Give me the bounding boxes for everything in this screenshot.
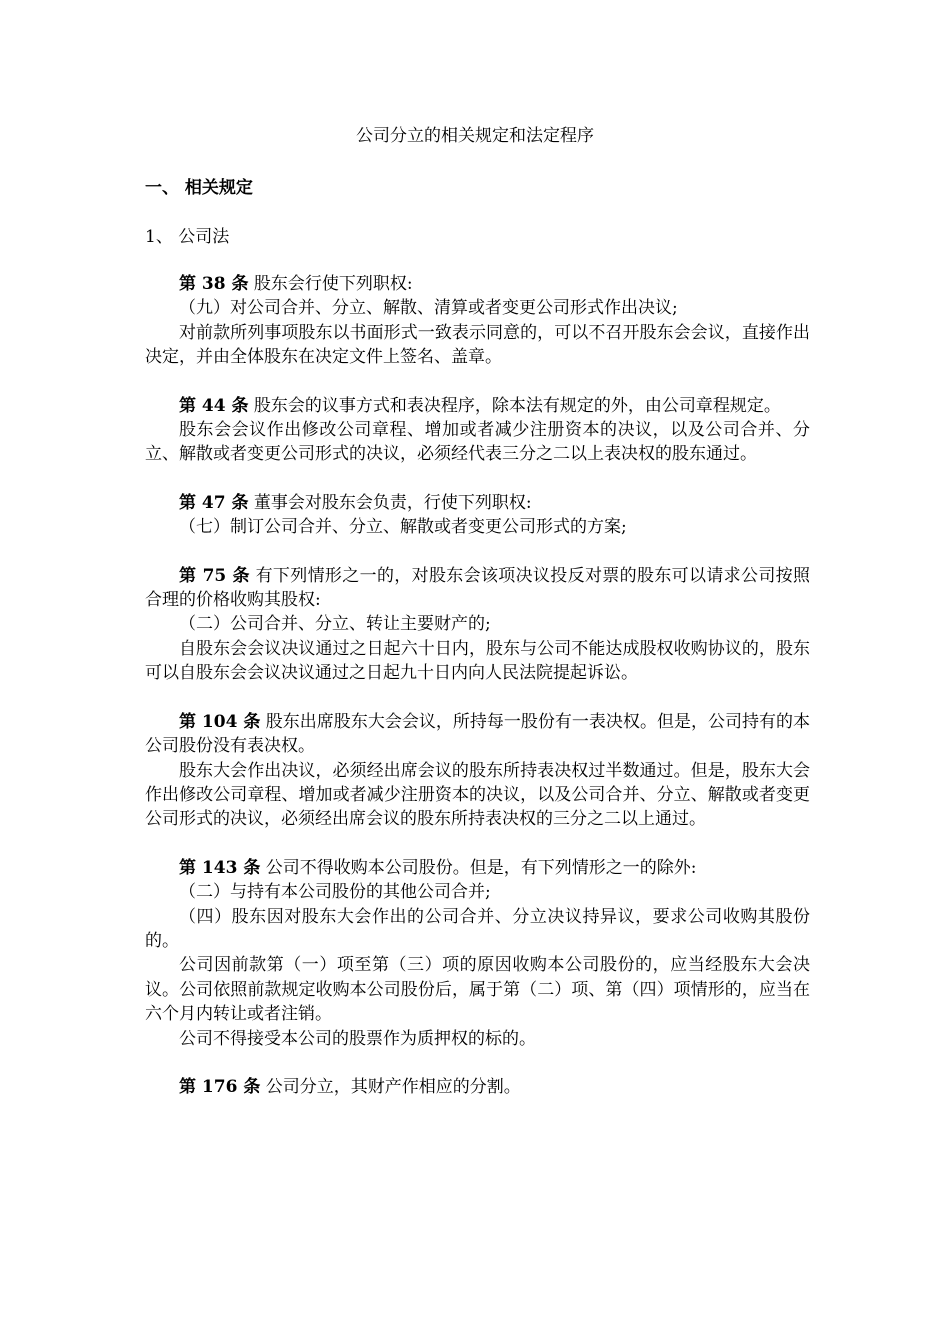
article-143 <box>145 856 810 1051</box>
article-text: 公司不得收购本公司股份。但是，有下列情形之一的除外: <box>265 857 697 878</box>
article-number: 第 38 条 <box>179 274 249 294</box>
document-body <box>145 272 810 1123</box>
article-number: 第 47 条 <box>179 492 249 513</box>
article-paragraph: 公司不得接受本公司的股票作为质押权的标的。 <box>179 1028 536 1049</box>
article-paragraph: 公司因前款第（一）项至第（三）项的原因收购本公司股份的，应当经股东大会决议。公司依照前款规定收购本公司股份后，属于第（二）项、第（四）项情形的，应当在六个月内转让或者注销。 <box>145 955 810 1025</box>
article-text: 有下列情形之一的，对股东会该项决议投反对票的股东可以请求公司按照合理的价格收购其股权: <box>145 565 811 611</box>
section-heading: 一、 相关规定 <box>145 178 253 198</box>
article-paragraph <box>145 1075 810 1099</box>
article-text: 公司分立，其财产作相应的分割。 <box>265 1076 521 1097</box>
article-paragraph <box>145 394 810 418</box>
article-75 <box>145 564 810 686</box>
article-paragraph: 对前款所列事项股东以书面形式一致表示同意的，可以不召开股东会会议，直接作出决定，并由全体股东在决定文件上签名、盖章。 <box>145 322 810 368</box>
article-text: 董事会对股东会负责，行使下列职权: <box>253 492 532 513</box>
article-number: 第 75 条 <box>179 565 250 586</box>
article-number: 第 44 条 <box>179 395 249 416</box>
article-paragraph: 股东会会议作出修改公司章程、增加或者减少注册资本的决议，以及公司合并、分立、解散或者变更公司形式的决议，必须经代表三分之二以上表决权的股东通过。 <box>145 420 810 465</box>
article-paragraph: 自股东会会议决议通过之日起六十日内，股东与公司不能达成股权收购协议的，股东可以自股东会会议决议通过之日起九十日内向人民法院提起诉讼。 <box>145 638 810 684</box>
article-paragraph: （四）股东因对股东大会作出的公司合并、分立决议持异议，要求公司收购其股份的。 <box>145 906 810 951</box>
article-paragraph: （二）与持有本公司股份的其他公司合并; <box>179 882 491 903</box>
article-paragraph <box>145 564 810 613</box>
article-paragraph <box>145 272 810 296</box>
article-text: 股东出席股东大会会议，所持每一股份有一表决权。但是，公司持有的本公司股份没有表决权。 <box>145 711 811 757</box>
article-44 <box>145 394 810 467</box>
article-38 <box>145 272 810 370</box>
article-47 <box>145 491 810 540</box>
article-paragraph: （七）制订公司合并、分立、解散或者变更公司形式的方案; <box>179 517 627 538</box>
article-176 <box>145 1075 810 1099</box>
article-text: 股东会行使下列职权: <box>253 274 413 294</box>
article-number: 第 176 条 <box>179 1076 261 1097</box>
article-number: 第 104 条 <box>179 711 261 732</box>
article-paragraph <box>145 710 810 759</box>
article-paragraph <box>145 856 810 880</box>
article-paragraph: （九）对公司合并、分立、解散、清算或者变更公司形式作出决议; <box>179 298 678 319</box>
sub-heading: 1、 公司法 <box>145 227 230 247</box>
article-paragraph <box>145 491 810 515</box>
article-paragraph: 股东大会作出决议，必须经出席会议的股东所持表决权过半数通过。但是，股东大会作出修改公司章程、增加或者减少注册资本的决议，以及公司合并、分立、解散或者变更公司形式的决议，必须经出席会议的股东所持表决权的三分之二以上通过。 <box>145 760 810 830</box>
article-text: 股东会的议事方式和表决程序，除本法有规定的外，由公司章程规定。 <box>253 395 781 416</box>
article-number: 第 143 条 <box>179 857 261 878</box>
document-title: 公司分立的相关规定和法定程序 <box>356 126 594 146</box>
article-104 <box>145 710 810 832</box>
article-paragraph: （二）公司合并、分立、转让主要财产的; <box>179 614 491 635</box>
